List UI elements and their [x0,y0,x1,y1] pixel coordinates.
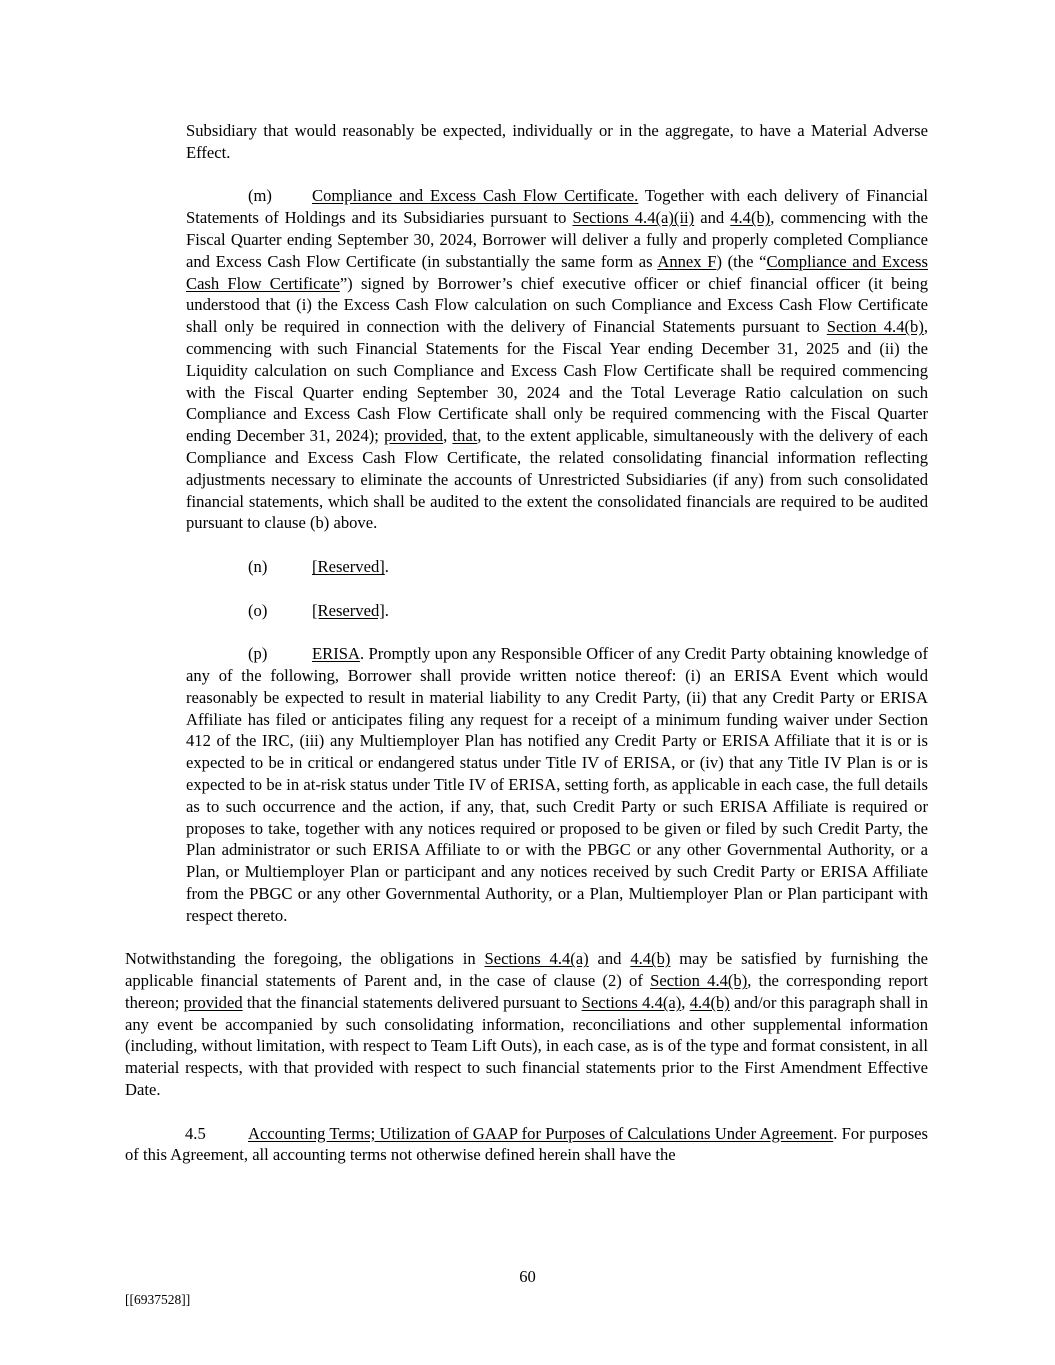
underlined-text-run: Section 4.4(b) [826,317,924,337]
text-run: , the corresponding report thereon; [125,971,928,1012]
text-run: . For purposes of this Agreement, all accounting terms not otherwise defined herein shall have the [125,1123,928,1165]
text-run: Notwithstanding the foregoing, the obligations in [125,949,485,969]
underlined-text-run: provided [384,426,444,446]
text-run: Together with each delivery of Financial Statements of Holdings and its Subsidiaries pursuant to [186,186,929,228]
text-run: , [681,992,690,1012]
paragraph-text [186,121,928,162]
text-run: , to the extent applicable, simultaneously with the delivery of each Compliance and Excess Cash Flow Certificate, the related consolidating financial information reflecting adjustments necessary to eliminate the accounts of Unrestricted Subsidiaries (if any) from such consolidated financial statements, which shall be audited to the extent the consolidated financials are required to be audited pursuant to clause (b) above. [186,426,929,533]
paragraph-notwithstanding [125,948,928,1101]
document-id-stamp: [[6937528]] [125,1292,191,1307]
underlined-text-run: Sections 4.4(a)(ii) [572,208,695,228]
clause-label: (n) [248,556,268,576]
paragraph-clause-o [186,600,928,622]
section-number: 4.5 [185,1123,206,1143]
underlined-text-run: Accounting Terms; Utilization of GAAP for Purposes of Calculations Under Agreement [248,1123,834,1143]
text-run: , commencing with the Fiscal Quarter ending September 30, 2024, Borrower will deliver a fully and properly completed Compliance and Excess Cash Flow Certificate (in substantially the same form as [186,208,928,271]
underlined-text-run: 4.4(b) [689,992,730,1012]
paragraph-text [186,186,928,532]
text-run: and [694,208,731,228]
paragraph-section-4-5 [125,1123,928,1167]
underlined-text-run: provided [183,992,243,1012]
underlined-text-run: 4.4(b) [630,949,671,969]
paragraph-clause-n [186,556,928,578]
underlined-text-run: 4.4(b) [730,208,771,228]
paragraph-clause-m [186,185,928,534]
text-run: that the financial statements delivered pursuant to [242,992,582,1012]
underlined-text-run: that [452,426,478,446]
text-run: may be satisfied by furnishing the applicable financial statements of Parent and, in the case of clause (2) of [125,949,928,991]
text-run: . [384,556,389,576]
text-run: . [384,600,389,620]
underlined-text-run: [Reserved] [312,556,385,576]
text-run: and [588,949,631,969]
underlined-text-run: ERISA [312,644,360,664]
underlined-text-run: Compliance and Excess Cash Flow Certificate. [312,186,639,206]
clause-label: (o) [248,600,268,620]
underlined-text-run: Section 4.4(b) [650,971,748,991]
paragraph-text [312,557,389,576]
paragraph-text [125,949,928,1099]
document-body [125,120,928,1188]
clause-label: (m) [248,186,272,206]
clause-label: (p) [248,644,268,664]
text-run: ) (the “ [716,251,767,271]
text-run: and/or this paragraph shall in any event be accompanied by such consolidating information, reconciliations and other supplemental information (including, without limitation, with respect to Team Lift Outs), in each case, as is of the type and format consistent, in all material respects, with that provided with respect to such financial statements prior to the First Amendment Effective Date. [125,992,928,1100]
underlined-text-run: Sections 4.4(a) [581,992,682,1012]
paragraph-text [312,601,389,620]
underlined-text-run: Sections 4.4(a) [484,949,589,969]
text-run: Subsidiary that would reasonably be expected, individually or in the aggregate, to have a Material Adverse Effect. [186,121,928,162]
underlined-text-run: Compliance and Excess Cash Flow Certificate [186,251,928,293]
page-number: 60 [519,1267,536,1286]
underlined-text-run: [Reserved] [312,600,385,620]
text-run: , commencing with such Financial Statements for the Fiscal Year ending December 31, 2025 and (ii) the Liquidity calculation on such Compliance and Excess Cash Flow Certificate shall be required commencing with the Fiscal Quarter ending September 30, 2024 and the Total Leverage Ratio calculation on such Compliance and Excess Cash Flow Certificate shall only be required commencing with the Fiscal Quarter ending December 31, 2024); [186,317,928,446]
paragraph-continuation [186,120,928,164]
text-run: . Promptly upon any Responsible Officer of any Credit Party obtaining knowledge of any of the following, Borrower shall provide written notice thereof: (i) an ERISA Event which would reasonably be expected to result in material liability to any Credit Party, (ii) that any Credit Party or ERISA Affiliate has filed or anticipates filing any request for a receipt of a minimum funding waiver under Section 412 of the IRC, (iii) any Multiemployer Plan has notified any Credit Party or ERISA Affiliate that it is or is expected to be in critical or endangered status under Title IV of ERISA, or (iv) that any Title IV Plan is or is expected to be in at-risk status under Title IV of ERISA, setting forth, as applicable in each case, the full details as to such occurrence and the action, if any, that, such Credit Party or such ERISA Affiliate is required or proposes to take, together with any notices required or proposed to be given or filed by such Credit Party, the Plan administrator or such ERISA Affiliate to or with the PBGC or any other Governmental Authority, or a Plan, or Multiemployer Plan or participant and any notices received by such Credit Party or ERISA Affiliate from the PBGC or any other Governmental Authority, or a Plan, Multiemployer Plan or Plan participant with respect thereto. [186,644,928,925]
text-run: ”) signed by Borrower’s chief executive officer or chief financial officer (it being understood that (i) the Excess Cash Flow calculation on such Compliance and Excess Cash Flow Certificate shall only be required in connection with the delivery of Financial Statements pursuant to [186,273,928,337]
paragraph-text [186,644,928,925]
text-run: , [443,426,453,446]
paragraph-clause-p [186,643,928,926]
underlined-text-run: Annex F [657,251,717,271]
